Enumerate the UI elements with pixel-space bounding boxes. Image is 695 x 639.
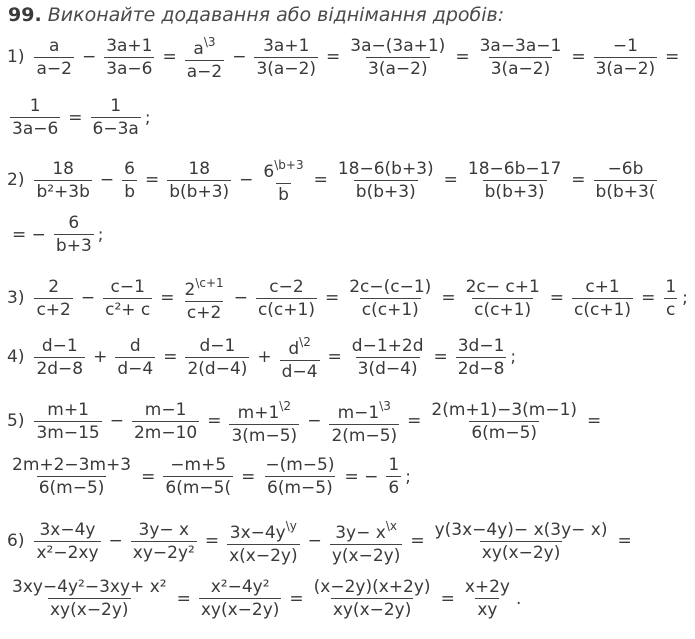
operator: =: [410, 531, 425, 551]
operator: =: [441, 288, 456, 308]
numerator: $d^{\backslash 2}$: [288, 335, 311, 359]
numerator: −1: [612, 35, 638, 56]
numerator: m−1: [144, 399, 187, 420]
numerator: 3a−3a−1: [479, 35, 562, 56]
fraction: [594, 37, 658, 78]
denominator: c+2: [186, 303, 222, 323]
operator: =: [289, 588, 304, 609]
denominator: c+2: [36, 299, 71, 320]
operator: −: [81, 47, 97, 67]
punctuation: ;: [510, 347, 517, 367]
numerator: c+1: [585, 276, 620, 297]
numerator: 3a−(3a+1): [350, 35, 446, 56]
fraction: [330, 517, 403, 565]
numerator: x+2y: [464, 577, 510, 597]
numerator: 3d−1: [457, 335, 505, 356]
denominator: xy(x−2y): [332, 600, 412, 620]
denominator: b(b+3(: [595, 181, 656, 202]
fraction: [312, 578, 433, 619]
item-label: 4): [7, 347, 25, 367]
item-label: 5): [7, 411, 25, 431]
extra-factor: \3: [379, 399, 391, 413]
denominator: 3m−15: [36, 422, 100, 443]
fraction: [34, 37, 73, 78]
fraction: [10, 456, 133, 497]
denominator: a−2: [36, 58, 72, 79]
numerator: x²−4y²: [210, 577, 270, 597]
numerator: −(m−5): [265, 455, 335, 475]
denominator: 3a−6: [12, 119, 59, 139]
numerator: −6b: [607, 158, 644, 179]
fraction: [663, 278, 678, 319]
fraction: [10, 97, 60, 138]
operator: −: [108, 531, 123, 551]
fraction: [199, 578, 282, 619]
operator: =: [549, 288, 565, 308]
fraction: [463, 578, 512, 619]
fraction: [229, 397, 299, 445]
operator: =: [162, 47, 177, 67]
fraction: [167, 160, 231, 201]
denominator: c(c+1): [574, 299, 632, 320]
fraction: [34, 521, 100, 562]
extra-factor: \2: [299, 335, 311, 349]
fraction: [183, 274, 226, 322]
numerator: −m+5: [170, 455, 227, 475]
solution-line: [7, 333, 516, 381]
fraction: [10, 578, 169, 619]
numerator: 1: [110, 96, 122, 116]
solution-line: [7, 33, 684, 81]
solution-line: [7, 97, 151, 138]
exercise-header: [8, 4, 504, 26]
operator: =: [324, 288, 340, 308]
numerator: $3y- x^{\backslash x}$: [335, 519, 397, 543]
fraction: [478, 37, 564, 78]
denominator: x²−2xy: [36, 542, 99, 563]
fraction: [254, 37, 318, 78]
denominator: c: [666, 299, 676, 320]
numerator: 1: [388, 455, 400, 475]
fraction: [54, 214, 94, 255]
numerator: 3a+1: [106, 35, 153, 56]
fraction: [163, 456, 233, 497]
denominator: 6(m−5): [471, 422, 538, 443]
extra-factor: \x: [385, 519, 397, 533]
fraction: [227, 517, 300, 565]
extra-factor: \c+1: [195, 276, 224, 290]
fraction: [34, 401, 101, 442]
item-label: 2): [7, 170, 25, 190]
punctuation: ;: [144, 107, 151, 128]
operator: =: [617, 531, 632, 551]
operator: −: [99, 170, 115, 190]
numerator: d: [129, 335, 141, 356]
denominator: xy−2y²: [132, 542, 195, 563]
fraction: [122, 160, 137, 201]
denominator: 6(m−5(: [165, 478, 232, 498]
denominator: xy: [477, 600, 498, 620]
numerator: c−2: [269, 276, 304, 297]
operator: =: [587, 411, 602, 431]
numerator: 2: [48, 276, 60, 297]
operator: =: [204, 531, 220, 551]
operator: =: [327, 347, 342, 367]
item-label: 1): [7, 47, 25, 67]
operator: =: [141, 466, 156, 487]
numerator: d−1: [199, 335, 236, 356]
fraction: [261, 156, 305, 204]
denominator: 6(m−5): [267, 478, 333, 498]
operator: =: [665, 47, 680, 67]
numerator: 1: [665, 276, 677, 297]
fraction: [572, 278, 633, 319]
solution-line: [7, 274, 688, 322]
denominator: 3a−6: [106, 58, 153, 79]
fraction: [34, 337, 85, 378]
extra-factor: \3: [203, 35, 216, 49]
operator: =: [433, 347, 448, 367]
denominator: xy(x−2y): [200, 600, 280, 620]
denominator: b²+3b: [36, 181, 90, 202]
operator: = −: [344, 466, 379, 487]
denominator: 3(a−2): [256, 58, 317, 79]
punctuation: ;: [682, 288, 688, 308]
fraction: [185, 33, 224, 81]
denominator: xy(x−2y): [481, 542, 561, 563]
fraction: [34, 278, 72, 319]
fraction: [131, 521, 197, 562]
denominator: 3(m−5): [231, 426, 298, 446]
denominator: xy(x−2y): [50, 600, 129, 620]
fraction: [336, 160, 436, 201]
denominator: b(b+3): [169, 181, 230, 202]
numerator: $m+1^{\backslash 2}$: [237, 399, 291, 423]
denominator: c(c+1): [361, 299, 419, 320]
numerator: 18−6b−17: [467, 158, 562, 179]
numerator: 2m+2−3m+3: [12, 455, 132, 475]
fraction: [185, 337, 249, 378]
operator: =: [313, 170, 328, 190]
numerator: $a^{\backslash 3}$: [193, 35, 216, 59]
numerator: (x−2y)(x+2y): [313, 577, 431, 597]
denominator: y(x−2y): [331, 546, 401, 566]
operator: =: [163, 347, 178, 367]
punctuation: ;: [97, 224, 104, 245]
numerator: 18−6(b+3): [337, 158, 434, 179]
denominator: b: [124, 181, 135, 202]
operator: =: [241, 466, 256, 487]
numerator: 3xy−4y²−3xy+ x²: [12, 577, 167, 597]
fraction: [263, 456, 336, 497]
operator: −: [307, 531, 322, 551]
denominator: 3(a−2): [595, 58, 656, 79]
numerator: 3x−4y: [39, 519, 96, 540]
numerator: 18: [188, 158, 211, 179]
numerator: $2^{\backslash c+1}$: [184, 276, 224, 300]
denominator: b(b+3): [355, 181, 416, 202]
solution-line: [7, 456, 411, 497]
fraction: [433, 521, 610, 562]
operator: +: [257, 347, 272, 367]
numerator: $m-1^{\backslash 3}$: [337, 399, 391, 423]
operator: +: [93, 347, 108, 367]
fraction: [115, 337, 155, 378]
operator: =: [207, 411, 222, 431]
fraction: [347, 278, 433, 319]
fraction: [466, 160, 563, 201]
punctuation: ;: [405, 466, 411, 487]
numerator: c−1: [110, 276, 145, 297]
item-label: 6): [7, 531, 25, 551]
operator: =: [571, 170, 586, 190]
denominator: 3(a−2): [368, 58, 428, 79]
numerator: d−1+2d: [351, 335, 424, 356]
denominator: 2(m−5): [331, 426, 398, 446]
denominator: 2m−10: [133, 422, 198, 443]
fraction: [256, 278, 317, 319]
operator: =: [641, 288, 656, 308]
fraction: [34, 160, 91, 201]
fraction: [329, 397, 399, 445]
denominator: a−2: [186, 62, 223, 82]
fraction: [429, 401, 579, 442]
numerator: 2c− c+1: [465, 276, 540, 297]
numerator: 3y− x: [138, 519, 190, 540]
fraction: [456, 337, 507, 378]
fraction: [348, 37, 447, 78]
operator: =: [176, 588, 191, 609]
denominator: 2d−8: [457, 358, 505, 379]
denominator: d−4: [281, 362, 318, 382]
numerator: $6^{\backslash b+3}$: [263, 158, 304, 182]
numerator: m+1: [47, 399, 89, 420]
operator: =: [455, 47, 470, 67]
denominator: b(b+3): [484, 181, 545, 202]
numerator: 18: [52, 158, 74, 179]
numerator: 1: [29, 96, 41, 116]
operator: =: [326, 47, 341, 67]
exercise-task: Виконайте додавання або віднімання дробів:: [47, 4, 505, 26]
numerator: 6: [68, 213, 80, 233]
operator: −: [232, 47, 247, 67]
solution-line: [7, 156, 660, 204]
operator: −: [109, 411, 124, 431]
denominator: d−4: [117, 358, 154, 379]
numerator: d−1: [41, 335, 78, 356]
exercise-number: 99.: [8, 4, 42, 26]
operator: =: [440, 588, 455, 609]
numerator: 6: [124, 158, 135, 179]
operator: =: [68, 107, 83, 128]
fraction: [386, 456, 401, 497]
denominator: 3(d−4): [357, 358, 418, 379]
numerator: a: [48, 35, 60, 56]
denominator: 6: [388, 478, 400, 498]
solution-line: [7, 214, 104, 255]
fraction: [104, 37, 154, 78]
numerator: 2(m+1)−3(m−1): [431, 399, 578, 420]
operator: =: [160, 288, 175, 308]
item-label: 3): [7, 288, 25, 308]
solution-line: [7, 517, 637, 565]
denominator: 2(d−4): [187, 358, 248, 379]
operator: =: [571, 47, 586, 67]
denominator: b+3: [55, 236, 92, 256]
numerator: $3x-4y^{\backslash y}$: [229, 519, 297, 543]
denominator: x(x−2y): [229, 546, 298, 566]
fraction: [103, 278, 152, 319]
extra-factor: \b+3: [274, 158, 304, 172]
punctuation: .: [516, 588, 522, 609]
denominator: b: [278, 185, 289, 205]
denominator: c(c+1): [474, 299, 532, 320]
solution-line: [7, 397, 606, 445]
numerator: y(3x−4y)− x(3y− x): [434, 519, 608, 540]
fraction: [350, 337, 426, 378]
fraction: [132, 401, 199, 442]
extra-factor: \y: [285, 519, 297, 533]
operator: −: [80, 288, 96, 308]
operator: =: [145, 170, 160, 190]
operator: = −: [12, 224, 46, 245]
fraction: [464, 278, 542, 319]
denominator: 6−3a: [92, 119, 139, 139]
solution-line: [7, 578, 521, 619]
denominator: c²+ c: [105, 299, 151, 320]
denominator: 2d−8: [36, 358, 84, 379]
operator: −: [307, 411, 322, 431]
numerator: 3a+1: [263, 35, 310, 56]
numerator: 2c−(c−1): [349, 276, 432, 297]
denominator: 6(m−5): [38, 478, 105, 498]
extra-factor: \2: [279, 399, 291, 413]
fraction: [280, 333, 320, 381]
operator: −: [233, 288, 248, 308]
denominator: c(c+1): [257, 299, 315, 320]
operator: =: [407, 411, 422, 431]
fraction: [594, 160, 658, 201]
denominator: 3(a−2): [490, 58, 551, 79]
operator: −: [239, 170, 254, 190]
fraction: [91, 97, 141, 138]
operator: =: [443, 170, 458, 190]
